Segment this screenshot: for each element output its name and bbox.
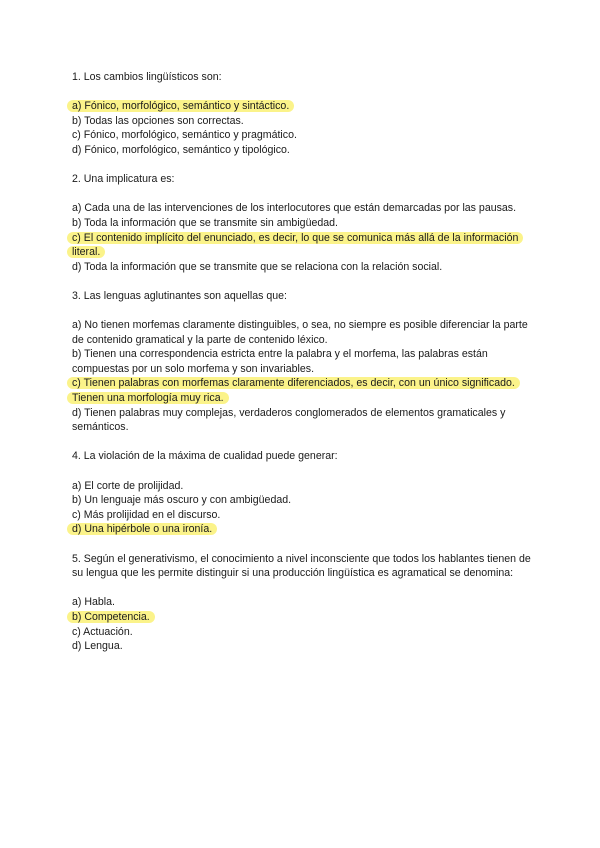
option-d xyxy=(72,522,532,537)
highlighted-answer: a) Fónico, morfológico, semántico y sintáctico. xyxy=(67,100,294,112)
option-d: d) Tienen palabras muy complejas, verdaderos conglomerados de elementos gramaticales y semánticos. xyxy=(72,406,506,434)
option-b: b) Toda la información que se transmite sin ambigüedad. xyxy=(72,216,338,229)
question-1 xyxy=(72,70,532,158)
question-text: 3. Las lenguas aglutinantes son aquellas que: xyxy=(72,289,287,302)
option-c xyxy=(72,376,532,405)
question-text: 4. La violación de la máxima de cualidad puede generar: xyxy=(72,450,338,463)
highlighted-answer: c) Tienen palabras con morfemas claramente diferenciados, es decir, con un único significado. Tienen una morfología muy rica. xyxy=(67,377,520,404)
question-5 xyxy=(72,552,532,654)
option-c: c) Actuación. xyxy=(72,625,133,638)
option-b: b) Tienen una correspondencia estricta entre la palabra y el morfema, las palabras están compuestas por un solo morfema y son invariables. xyxy=(72,348,488,375)
question-2 xyxy=(72,172,532,274)
option-c xyxy=(72,231,532,260)
highlighted-answer: d) Una hipérbole o una ironía. xyxy=(67,523,217,535)
option-c: c) Fónico, morfológico, semántico y pragmático. xyxy=(72,129,297,142)
option-a: a) Cada una de las intervenciones de los interlocutores que están demarcadas por las pausas. xyxy=(72,202,517,215)
option-d: d) Lengua. xyxy=(72,640,123,653)
document-page xyxy=(72,70,532,668)
option-b xyxy=(72,610,532,625)
question-3 xyxy=(72,289,532,435)
question-text: 2. Una implicatura es: xyxy=(72,173,175,186)
option-a: a) Habla. xyxy=(72,596,115,609)
option-c: c) Más prolijidad en el discurso. xyxy=(72,508,221,521)
highlighted-answer: b) Competencia. xyxy=(67,611,155,623)
option-b: b) Un lenguaje más oscuro y con ambigüedad. xyxy=(72,494,292,507)
option-a xyxy=(72,99,532,114)
option-b: b) Todas las opciones son correctas. xyxy=(72,114,244,127)
option-d: d) Toda la información que se transmite que se relaciona con la relación social. xyxy=(72,260,443,273)
question-text: 1. Los cambios lingüísticos son: xyxy=(72,71,222,83)
option-d: d) Fónico, morfológico, semántico y tipológico. xyxy=(72,143,290,156)
question-text: 5. Según el generativismo, el conocimiento a nivel inconsciente que todos los hablantes tienen de su lengua que les permite distinguir si una producción lingüística es agramatical se denomina: xyxy=(72,552,531,580)
option-a: a) El corte de prolijidad. xyxy=(72,479,184,492)
question-4 xyxy=(72,449,532,537)
highlighted-answer: c) El contenido implícito del enunciado, es decir, lo que se comunica más allá de la información literal. xyxy=(67,232,523,259)
option-a: a) No tienen morfemas claramente distinguibles, o sea, no siempre es posible diferenciar la parte de contenido gramatical y la parte de contenido léxico. xyxy=(72,319,528,346)
